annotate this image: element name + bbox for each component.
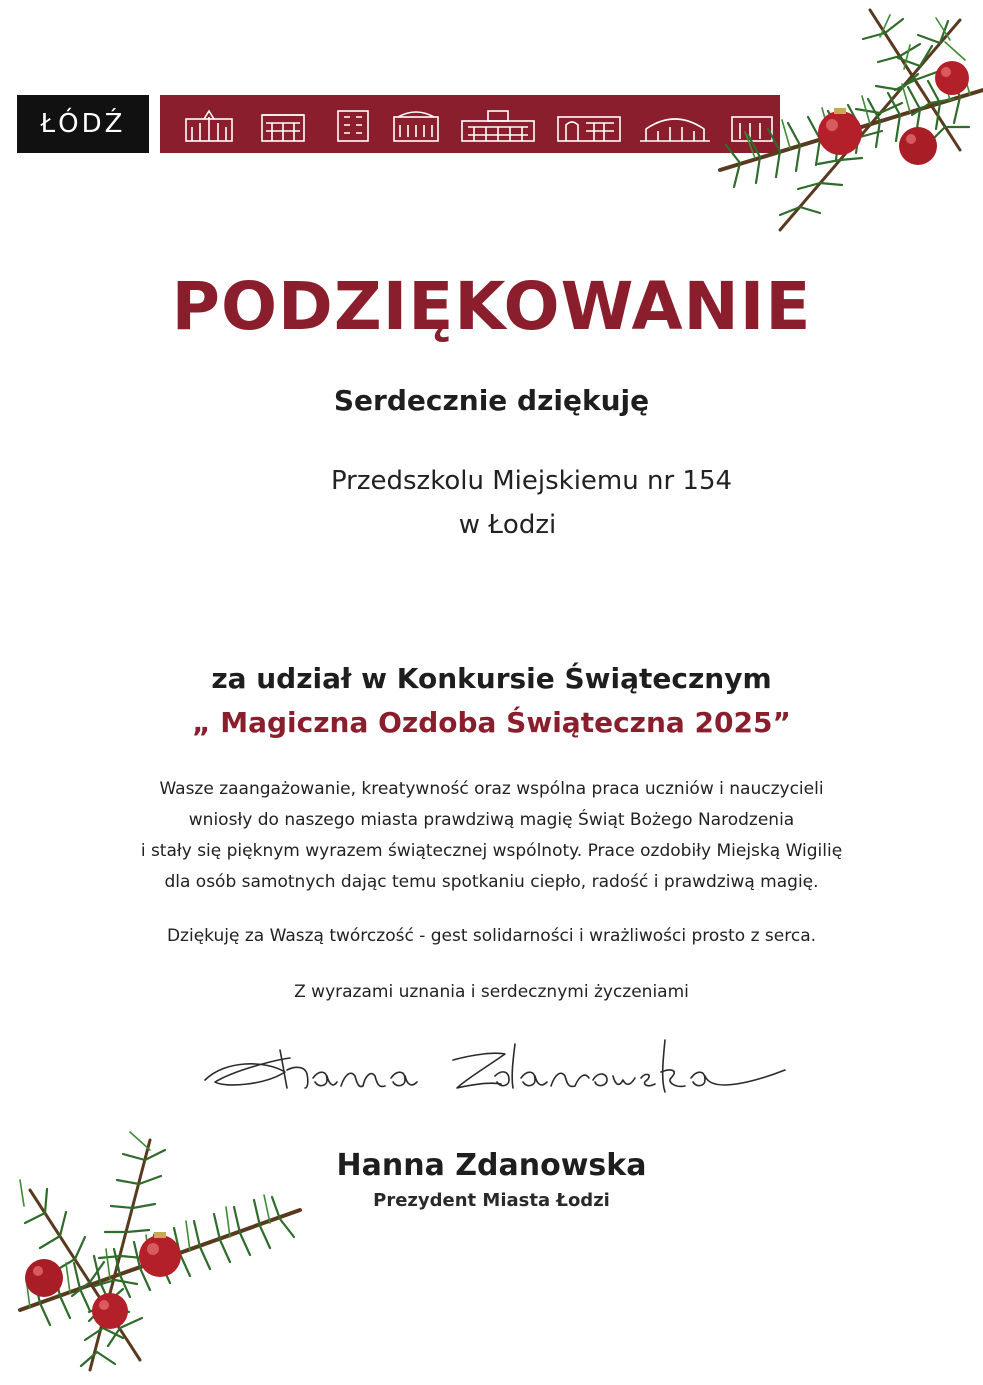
thanks-line: Dziękuję za Waszą twórczość - gest solidarności i wrażliwości prosto z serca. [166,926,817,946]
signatory-role: Prezydent Miasta Łodzi [373,1190,610,1211]
bauble-icon [818,61,969,165]
body-line: wniosły do naszego miasta prawdziwą magię Świąt Bożego Narodzenia [188,810,795,830]
body-line: i stały się pięknym wyrazem świątecznej wspólnoty. Prace ozdobiły Miejską Wigilię [140,841,843,861]
city-logo [17,95,149,153]
greeting: Serdecznie dziękuję [333,384,650,417]
pine-branch-top [660,0,983,260]
recipient-city: w Łodzi [458,510,557,540]
logo-text: ŁÓDŹ [40,109,126,139]
contest-intro: za udział w Konkursie Świątecznym [211,662,772,695]
recipient-name: Przedszkolu Miejskiemu nr 154 [330,466,733,496]
regards-line: Z wyrazami uznania i serdecznymi życzeniami [294,982,689,1002]
contest-name: „ Magiczna Ozdoba Świąteczna 2025” [192,706,791,739]
body-line: dla osób samotnych dając temu spotkaniu ciepło, radość i prawdziwą magię. [164,872,819,892]
body-line: Wasze zaangażowanie, kreatywność oraz wspólna praca uczniów i nauczycieli [159,779,824,799]
signature-image [195,1030,795,1110]
document-title: PODZIĘKOWANIE [171,268,812,345]
pine-branch-bottom [0,1120,320,1385]
body-paragraph [80,774,903,898]
signatory-name: Hanna Zdanowska [336,1148,647,1183]
